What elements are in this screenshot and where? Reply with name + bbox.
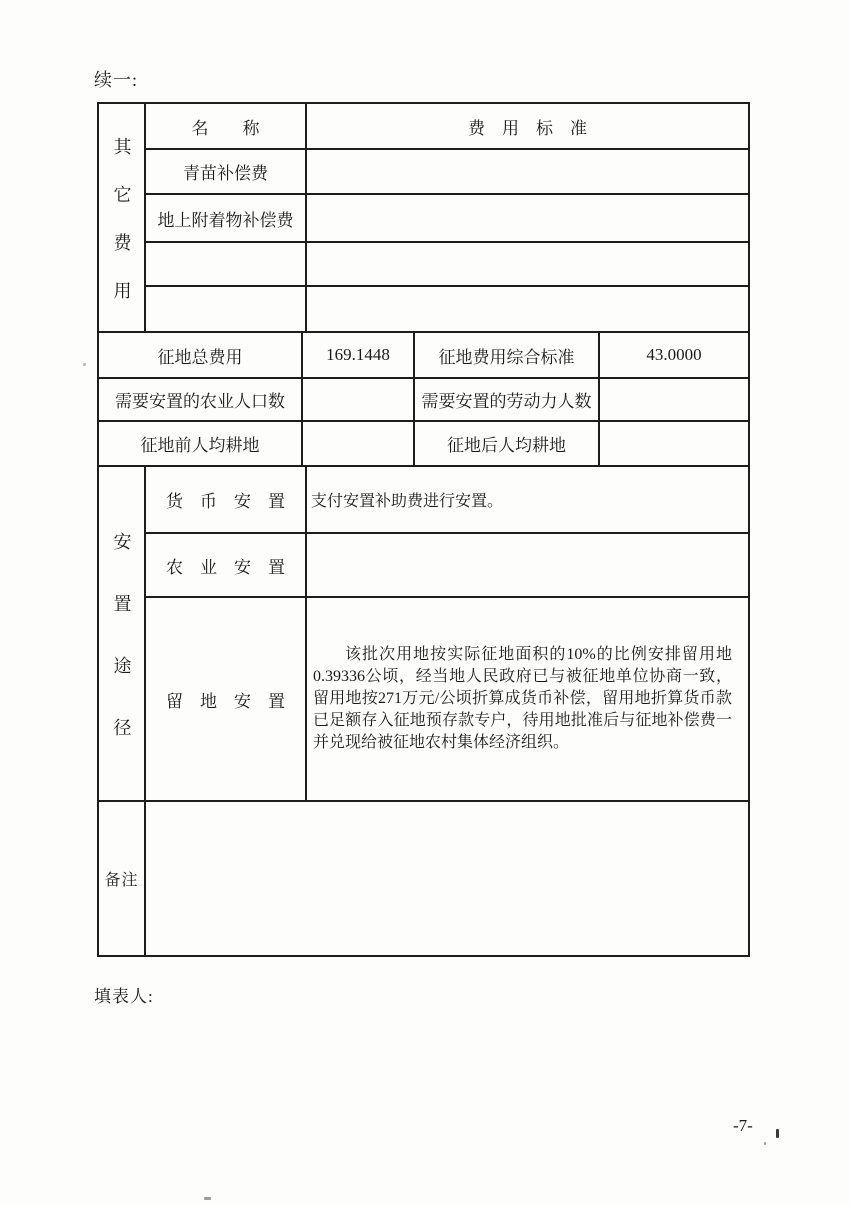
fee-standard-column-header: 费 用 标 准 bbox=[468, 118, 587, 138]
land-acquisition-table bbox=[97, 102, 750, 957]
placement-section bbox=[99, 467, 748, 802]
fee-name-cell: 青苗补偿费 bbox=[146, 150, 307, 193]
fee-name-cell: 地上附着物补偿费 bbox=[146, 195, 307, 241]
page-number: -7- bbox=[733, 1116, 753, 1135]
agricultural-placement-row bbox=[146, 534, 748, 598]
fee-standard-cell bbox=[307, 287, 748, 331]
total-cost-row bbox=[99, 333, 748, 379]
other-fees-header-row bbox=[146, 104, 748, 150]
agricultural-placement-content bbox=[307, 534, 748, 596]
monetary-placement-row bbox=[146, 467, 748, 534]
continuation-label: 续一: bbox=[94, 70, 139, 90]
farmland-row bbox=[99, 422, 748, 467]
agricultural-population-label: 需要安置的农业人口数 bbox=[99, 379, 303, 420]
remarks-content bbox=[146, 802, 748, 955]
total-cost-value: 169.1448 bbox=[303, 333, 415, 377]
comprehensive-standard-value: 43.0000 bbox=[646, 345, 702, 364]
remarks-label: 备注 bbox=[104, 872, 139, 889]
land-retention-placement-content-cell bbox=[307, 598, 748, 800]
table-row bbox=[146, 243, 748, 287]
land-retention-placement-row bbox=[146, 598, 748, 800]
post-acquisition-farmland-value bbox=[600, 422, 748, 465]
placement-vertical-header-cell bbox=[99, 467, 146, 800]
remarks-label-cell bbox=[99, 802, 146, 955]
fee-standard-cell bbox=[307, 195, 748, 241]
land-retention-placement-label: 留 地 安 置 bbox=[146, 598, 307, 800]
agricultural-placement-label: 农 业 安 置 bbox=[146, 534, 307, 596]
table-row bbox=[146, 195, 748, 243]
fee-name-cell bbox=[146, 243, 307, 285]
table-row bbox=[146, 287, 748, 331]
table-row bbox=[146, 150, 748, 195]
population-row bbox=[99, 379, 748, 422]
scan-speck bbox=[764, 1142, 766, 1145]
pre-acquisition-farmland-label: 征地前人均耕地 bbox=[99, 422, 303, 465]
total-cost-label: 征地总费用 bbox=[99, 333, 303, 377]
monetary-placement-content: 支付安置补助费进行安置。 bbox=[311, 493, 504, 510]
labor-count-label: 需要安置的劳动力人数 bbox=[415, 379, 600, 420]
scan-speck bbox=[83, 363, 86, 366]
placement-vertical-header: 安置途径 bbox=[111, 531, 132, 780]
other-fees-vertical-header: 其它费用 bbox=[111, 136, 132, 329]
form-filler-label: 填表人: bbox=[94, 987, 154, 1006]
other-fees-section bbox=[99, 104, 748, 333]
scan-speck bbox=[776, 1129, 779, 1138]
monetary-placement-label: 货 币 安 置 bbox=[146, 467, 307, 532]
land-retention-placement-content: 该批次用地按实际征地面积的10%的比例安排留用地0.39336公顷，经当地人民政府已与被征地单位协商一致，留用地按271万元/公顷折算成货币补偿，留用地折算货币款已足额存入征地预存款专户，待用地批准后与征地补偿费一并兑现给被征地农村集体经济组织。 bbox=[313, 646, 732, 751]
fee-name-cell bbox=[146, 287, 307, 331]
post-acquisition-farmland-label: 征地后人均耕地 bbox=[415, 422, 600, 465]
scan-speck bbox=[204, 1197, 211, 1200]
comprehensive-standard-label: 征地费用综合标准 bbox=[415, 333, 600, 377]
name-column-header: 名 称 bbox=[146, 104, 307, 148]
labor-count-value bbox=[600, 379, 748, 420]
pre-acquisition-farmland-value bbox=[303, 422, 415, 465]
remarks-section bbox=[99, 802, 748, 955]
agricultural-population-value bbox=[303, 379, 415, 420]
fee-standard-cell bbox=[307, 150, 748, 193]
fee-standard-cell bbox=[307, 243, 748, 285]
other-fees-vertical-header-cell bbox=[99, 104, 146, 331]
